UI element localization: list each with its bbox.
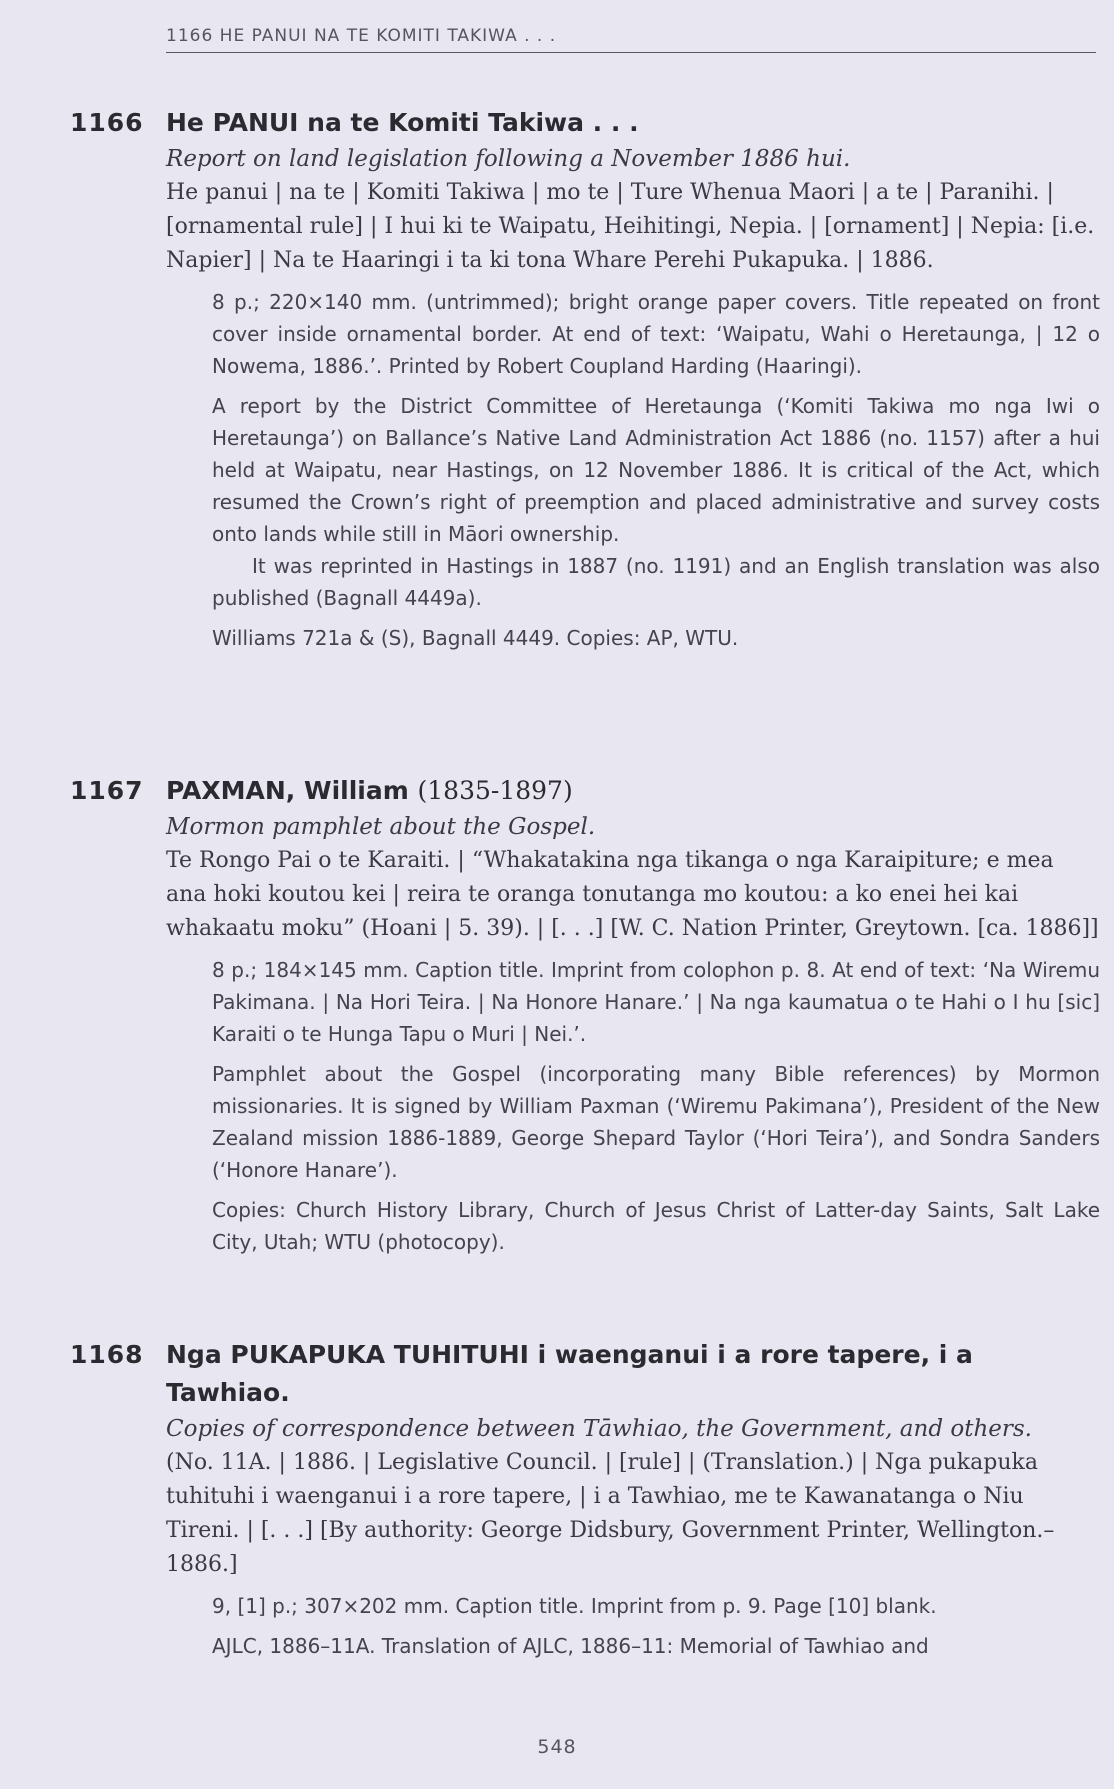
entry-1167 bbox=[70, 772, 1100, 1266]
entry-title: PAXMAN, William bbox=[166, 776, 409, 805]
physical-description: 9, [1] p.; 307×202 mm. Caption title. Imprint from p. 9. Page [10] blank. bbox=[212, 1594, 937, 1618]
title-page-transcription: He panui | na te | Komiti Takiwa | mo te | Ture Whenua Maori | a te | Paranihi. | [ornamental rule] | I hui ki te Waipatu, Heihitingi, Nepia. | [ornament] | Nepia: [i.e. Napier] | Na te Haaringi i ta ki tona Whare Perehi Pukapuka. | 1886. bbox=[166, 180, 1095, 273]
entry-number: 1168 bbox=[70, 1340, 144, 1369]
physical-description: 8 p.; 184×145 mm. Caption title. Imprint from colophon p. 8. At end of text: ‘Na Wiremu Pakimana. | Na Hori Teira. | Na Honore Hanare.’ | Na nga kaumatua o te Hahi o I hu [sic] Karaiti o te Hunga Tapu o Muri | Nei.’. bbox=[212, 958, 1100, 1046]
physical-description: 8 p.; 220×140 mm. (untrimmed); bright orange paper covers. Title repeated on front cover inside ornamental border. At end of text: ‘Waipatu, Wahi o Heretaunga, | 12 o Nowema, 1886.’. Printed by Robert Coupland Harding (Haaringi). bbox=[212, 290, 1100, 378]
references: AJLC, 1886–11A. Translation of AJLC, 1886–11: Memorial of Tawhiao and bbox=[212, 1634, 929, 1658]
annotation: Pamphlet about the Gospel (incorporating many Bible references) by Mormon missionaries. It is signed by William Paxman (‘Wiremu Pakimana’), President of the New Zealand mission 1886-1889, George Shepard Taylor (‘Hori Teira’), and Sondra Sanders (‘Honore Hanare’). bbox=[212, 1062, 1100, 1182]
running-head: 1166 HE PANUI NA TE KOMITI TAKIWA . . . bbox=[166, 26, 1096, 53]
entry-subtitle: Copies of correspondence between Tāwhiao, the Government, and others. bbox=[166, 1416, 1032, 1442]
entry-number: 1167 bbox=[70, 776, 144, 805]
references: Copies: Church History Library, Church of Jesus Christ of Latter-day Saints, Salt Lake City, Utah; WTU (photocopy). bbox=[212, 1198, 1100, 1254]
entry-title: He PANUI na te Komiti Takiwa . . . bbox=[166, 108, 639, 137]
entry-dates: (1835-1897) bbox=[417, 776, 573, 805]
page-number: 548 bbox=[537, 1736, 577, 1758]
annotation: It was reprinted in Hastings in 1887 (no. 1191) and an English translation was also published (Bagnall 4449a). bbox=[212, 554, 1100, 610]
entry-subtitle: Mormon pamphlet about the Gospel. bbox=[166, 814, 596, 840]
entry-1166 bbox=[70, 104, 1100, 662]
entry-subtitle: Report on land legislation following a November 1886 hui. bbox=[166, 146, 851, 172]
entry-number: 1166 bbox=[70, 108, 144, 137]
title-page-transcription: Te Rongo Pai o te Karaiti. | “Whakatakina nga tikanga o nga Karaipiture; e mea ana hoki koutou kei | reira te oranga tonutanga mo koutou: a ko enei hei kai whakaatu moku” (Hoani | 5. 39). | [. . .] [W. C. Nation Printer, Greytown. [ca. 1886]] bbox=[166, 848, 1099, 941]
title-page-transcription: (No. 11A. | 1886. | Legislative Council. | [rule] | (Translation.) | Nga pukapuka tuhituhi i waenganui i a rore tapere, | i a Tawhiao, me te Kawanatanga o Niu Tireni. | [. . .] [By authority: George Didsbury, Government Printer, Wellington.–1886.] bbox=[166, 1450, 1055, 1577]
annotation: A report by the District Committee of Heretaunga (‘Komiti Takiwa mo nga Iwi o Heretaunga’) on Ballance’s Native Land Administration Act 1886 (no. 1157) after a hui held at Waipatu, near Hastings, on 12 November 1886. It is critical of the Act, which resumed the Crown’s right of preemption and placed administrative and survey costs onto lands while still in Māori ownership. bbox=[212, 394, 1100, 546]
entry-title: Nga PUKAPUKA TUHITUHI i waenganui i a rore tapere, i a Tawhiao. bbox=[166, 1340, 973, 1407]
entry-1168 bbox=[70, 1336, 1100, 1670]
references: Williams 721a & (S), Bagnall 4449. Copies: AP, WTU. bbox=[212, 626, 739, 650]
